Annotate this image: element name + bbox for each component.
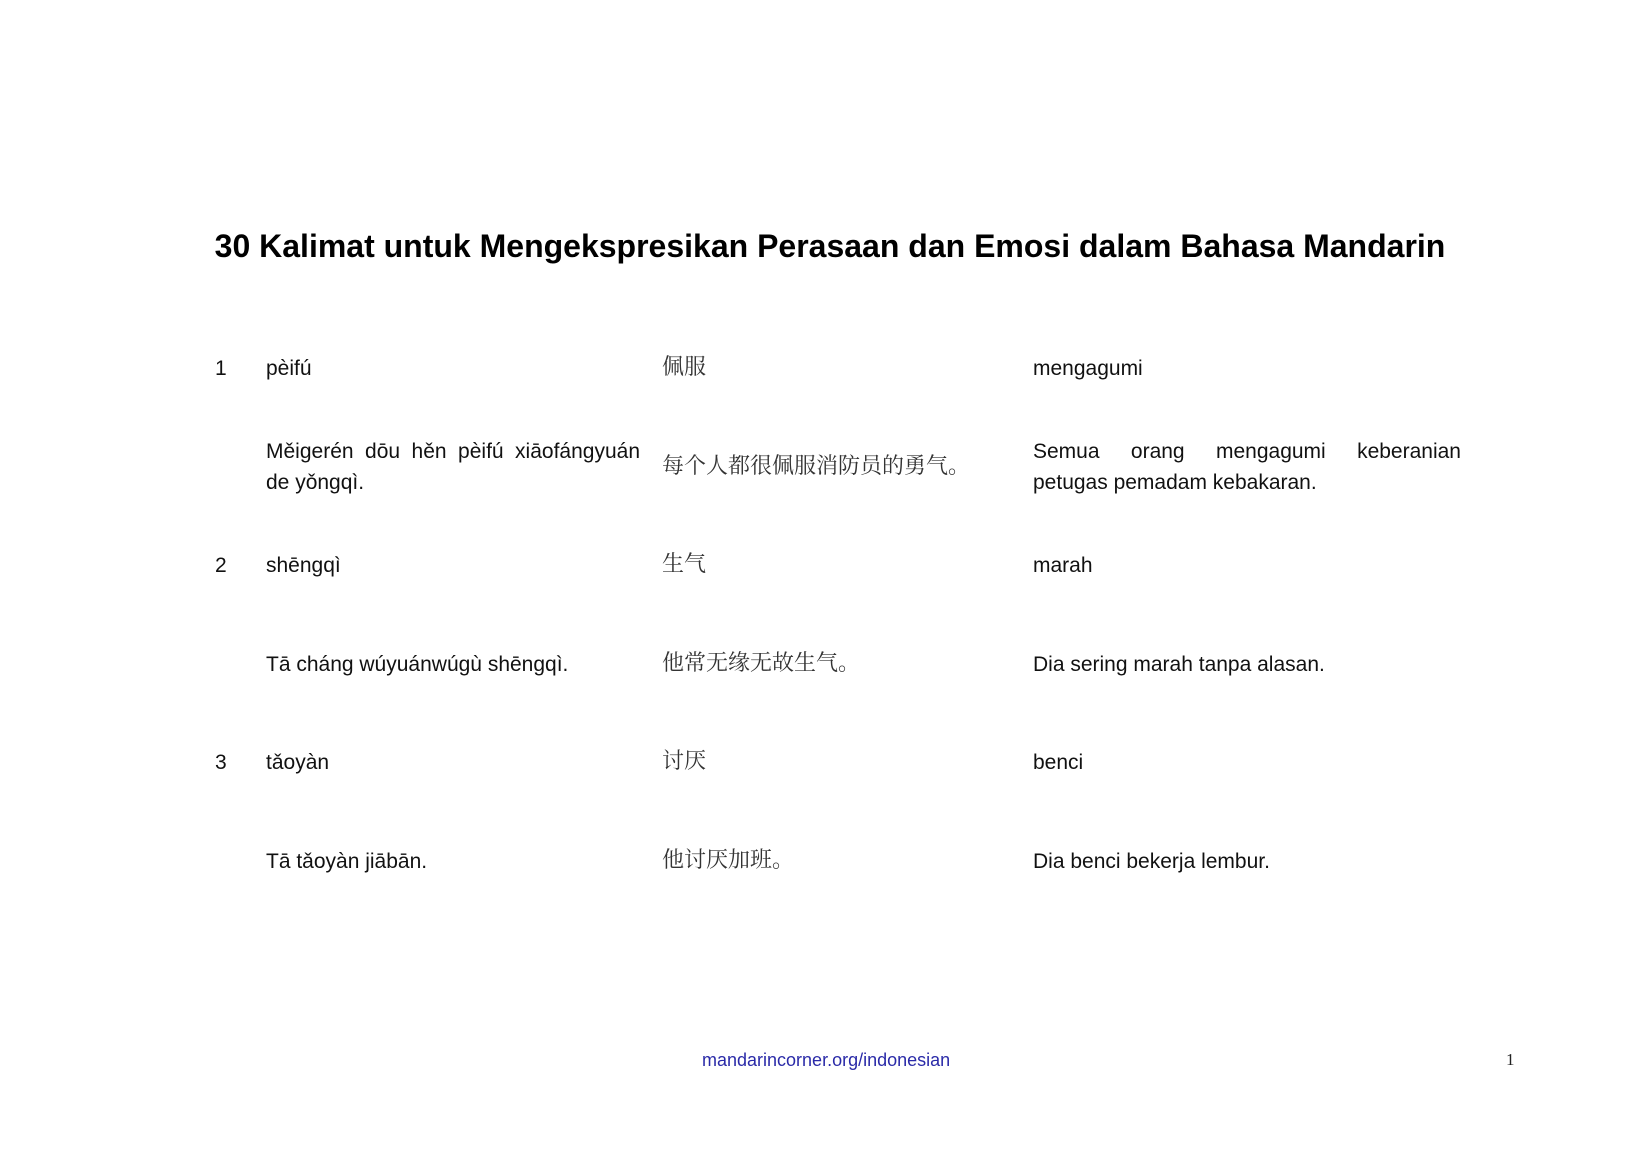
example-pinyin: Tā tǎoyàn jiābān. [266,850,428,873]
example-hanzi: 他讨厌加班。 [662,848,795,873]
example-translation: Semua orang mengagumi keberanian petugas pemadam kebakaran. [1033,440,1461,494]
example-translation: Dia sering marah tanpa alasan. [1033,653,1325,676]
word-translation: benci [1033,751,1084,774]
example-pinyin: Měigerén dōu hěn pèifú xiāofángyuán de yǒngqì. [266,440,640,494]
example-hanzi: 他常无缘无故生气。 [662,651,861,676]
word-pinyin: tǎoyàn [266,751,330,774]
entry-number: 3 [215,751,227,774]
example-pinyin: Tā cháng wúyuánwúgù shēngqì. [266,653,569,676]
footer-website-link[interactable]: mandarincorner.org/indonesian [702,1050,951,1070]
word-hanzi: 生气 [662,552,707,577]
word-translation: marah [1033,554,1093,577]
page-title: 30 Kalimat untuk Mengekspresikan Perasaan dan Emosi dalam Bahasa Mandarin [214,228,1446,264]
example-translation: Dia benci bekerja lembur. [1033,850,1270,873]
entry-number: 1 [215,357,227,380]
word-pinyin: pèifú [266,357,312,380]
word-hanzi: 讨厌 [662,749,707,774]
word-pinyin: shēngqì [266,554,341,577]
word-translation: mengagumi [1033,357,1143,380]
example-hanzi: 每个人都很佩服消防员的勇气。 [662,454,971,479]
word-hanzi: 佩服 [662,355,707,380]
entry-number: 2 [215,554,227,577]
page-number: 1 [1506,1050,1515,1069]
